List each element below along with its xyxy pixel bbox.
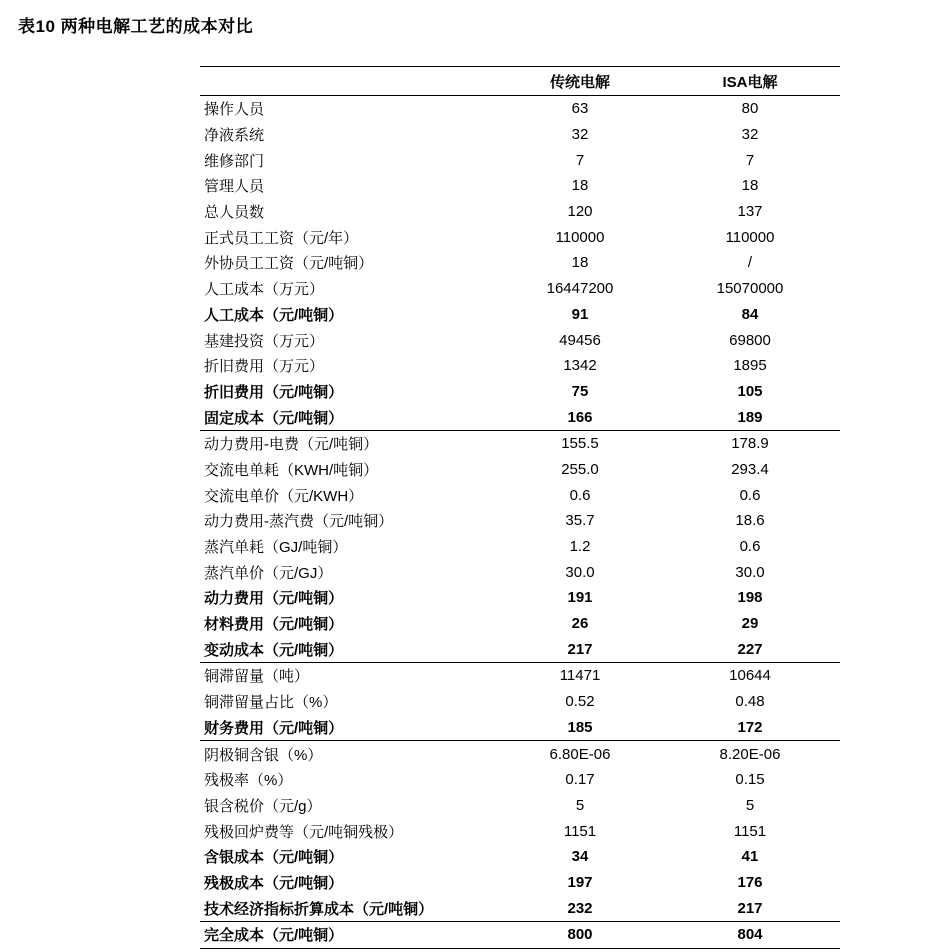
table-row: [200, 482, 840, 508]
value-traditional: 34: [571, 848, 589, 866]
table-row: [200, 250, 840, 276]
value-isa: 178.9: [660, 430, 840, 456]
row-label: 外协员工工资（元/吨铜）: [204, 255, 374, 273]
value-isa: 32: [741, 126, 759, 144]
table-row: [200, 585, 840, 611]
row-label: 人工成本（万元）: [204, 281, 325, 299]
value-traditional: 75: [571, 382, 589, 400]
value-traditional: 18: [571, 254, 589, 272]
row-label: 交流电单价（元/KWH）: [204, 487, 364, 505]
value-traditional: 26: [571, 615, 589, 633]
table-row: [200, 96, 840, 122]
value-traditional: 35.7: [565, 512, 595, 530]
row-label: 技术经济指标折算成本（元/吨铜）: [204, 900, 434, 918]
table-row: [200, 224, 840, 250]
value-isa: 176: [737, 873, 763, 891]
header-empty-cell: [200, 67, 500, 96]
row-label: 阴极铜含银（%）: [200, 741, 500, 767]
table-row: [200, 534, 840, 560]
table-row: [200, 457, 840, 483]
row-label: 变动成本（元/吨铜）: [204, 641, 344, 659]
table-row: [200, 430, 840, 456]
row-label: 人工成本（元/吨铜）: [204, 306, 344, 324]
table-body: [200, 96, 840, 949]
row-label: 蒸汽单价（元/GJ）: [204, 564, 333, 582]
value-isa: 217: [737, 899, 763, 917]
value-traditional: 166: [567, 408, 593, 426]
row-label: 财务费用（元/吨铜）: [204, 719, 344, 737]
table-row: [200, 715, 840, 741]
value-isa: 189: [737, 408, 763, 426]
row-label: 总人员数: [204, 204, 265, 222]
header-isa: ISA电解: [660, 67, 840, 96]
value-isa: 8.20E-06: [660, 741, 840, 767]
data-table: [200, 66, 840, 949]
value-traditional: 217: [567, 640, 593, 658]
value-isa: 198: [737, 589, 763, 607]
value-isa: 293.4: [731, 460, 769, 478]
table-row: [200, 276, 840, 302]
row-label: 含银成本（元/吨铜）: [204, 849, 344, 867]
value-isa: 1895: [733, 357, 767, 375]
value-isa: 0.15: [735, 771, 765, 789]
table-row: [200, 122, 840, 148]
value-traditional: 91: [571, 305, 589, 323]
row-label: 固定成本（元/吨铜）: [204, 409, 344, 427]
value-isa: 172: [737, 718, 763, 736]
value-traditional: 185: [567, 718, 593, 736]
row-label: 维修部门: [204, 152, 265, 170]
value-traditional: 32: [571, 126, 589, 144]
table-header: [200, 67, 840, 96]
value-traditional: 5: [575, 796, 585, 814]
table-row: [200, 147, 840, 173]
table-row: [200, 793, 840, 819]
row-label: 材料费用（元/吨铜）: [204, 616, 344, 634]
table-row: [200, 663, 840, 689]
value-isa: 0.6: [739, 538, 761, 556]
row-label: 正式员工工资（元/年）: [204, 229, 359, 247]
row-label: 折旧费用（万元）: [204, 358, 325, 376]
row-label: 动力费用-蒸汽费（元/吨铜）: [204, 513, 394, 531]
value-isa: 29: [741, 615, 759, 633]
value-isa: 137: [737, 203, 763, 221]
cost-comparison-table: [200, 66, 840, 949]
table-row: [200, 922, 840, 949]
value-isa: 110000: [725, 228, 775, 246]
table-title: 表10 两种电解工艺的成本对比: [18, 17, 254, 36]
value-isa: 227: [737, 640, 763, 658]
value-traditional: 110000: [555, 228, 605, 246]
value-isa: 10644: [660, 663, 840, 689]
value-isa: 5: [745, 796, 755, 814]
value-traditional: 63: [571, 100, 589, 118]
row-label: 蒸汽单耗（GJ/吨铜）: [204, 539, 348, 557]
table-row: [200, 199, 840, 225]
value-traditional: 1151: [563, 822, 597, 840]
value-traditional: 49456: [559, 331, 601, 349]
row-label: 管理人员: [204, 178, 265, 196]
value-isa: 0.6: [739, 486, 761, 504]
value-traditional: 11471: [500, 663, 660, 689]
row-label: 铜滞留量（吨）: [200, 663, 500, 689]
header-row: [200, 67, 840, 96]
value-traditional: 7: [575, 151, 585, 169]
table-row: [200, 870, 840, 896]
value-traditional: 6.80E-06: [500, 741, 660, 767]
table-row: [200, 844, 840, 870]
value-traditional: 0.6: [569, 486, 591, 504]
row-label: 完全成本（元/吨铜）: [200, 922, 500, 949]
table-row: [200, 173, 840, 199]
table-row: [200, 379, 840, 405]
value-traditional: 197: [567, 873, 593, 891]
table-row: [200, 327, 840, 353]
row-label: 净液系统: [204, 127, 265, 145]
table-row: [200, 636, 840, 662]
value-isa: 18: [741, 177, 759, 195]
table-row: [200, 895, 840, 921]
value-traditional: 155.5: [500, 430, 660, 456]
value-traditional: 30.0: [565, 563, 595, 581]
table-row: [200, 302, 840, 328]
table-row: [200, 508, 840, 534]
value-traditional: 0.17: [565, 771, 595, 789]
row-label: 动力费用-电费（元/吨铜）: [200, 430, 500, 456]
row-label: 基建投资（万元）: [204, 332, 325, 350]
value-traditional: 800: [500, 922, 660, 949]
value-isa: 84: [741, 305, 759, 323]
row-label: 交流电单耗（KWH/吨铜）: [204, 461, 379, 479]
table-row: [200, 559, 840, 585]
table-row: [200, 818, 840, 844]
value-isa: 105: [737, 382, 763, 400]
row-label: 残极成本（元/吨铜）: [204, 874, 344, 892]
row-label: 银含税价（元/g）: [204, 797, 322, 815]
value-isa: 80: [741, 100, 759, 118]
value-traditional: 1.2: [569, 538, 591, 556]
value-traditional: 120: [567, 203, 593, 221]
value-isa: 69800: [729, 331, 771, 349]
value-isa: /: [747, 254, 753, 272]
row-label: 残极率（%）: [204, 772, 293, 790]
table-row: [200, 741, 840, 767]
header-traditional: 传统电解: [500, 67, 660, 96]
table-row: [200, 404, 840, 430]
value-traditional: 18: [571, 177, 589, 195]
row-label: 操作人员: [204, 101, 265, 119]
value-traditional: 232: [567, 899, 593, 917]
table-row: [200, 611, 840, 637]
table-row: [200, 689, 840, 715]
value-isa: 0.48: [735, 693, 765, 711]
table-row: [200, 767, 840, 793]
row-label: 残极回炉费等（元/吨铜残极）: [204, 823, 404, 841]
value-traditional: 1342: [563, 357, 597, 375]
row-label: 动力费用（元/吨铜）: [204, 590, 344, 608]
row-label: 折旧费用（元/吨铜）: [204, 383, 344, 401]
value-isa: 18.6: [735, 512, 765, 530]
value-isa: 41: [741, 848, 759, 866]
value-traditional: 255.0: [561, 460, 599, 478]
row-label: 铜滞留量占比（%）: [204, 694, 338, 712]
value-isa: 804: [660, 922, 840, 949]
value-traditional: 191: [567, 589, 593, 607]
value-isa: 7: [745, 151, 755, 169]
table-row: [200, 353, 840, 379]
value-isa: 30.0: [735, 563, 765, 581]
value-isa: 1151: [733, 822, 767, 840]
value-traditional: 0.52: [565, 693, 595, 711]
value-isa: 15070000: [716, 280, 784, 298]
value-traditional: 16447200: [546, 280, 614, 298]
